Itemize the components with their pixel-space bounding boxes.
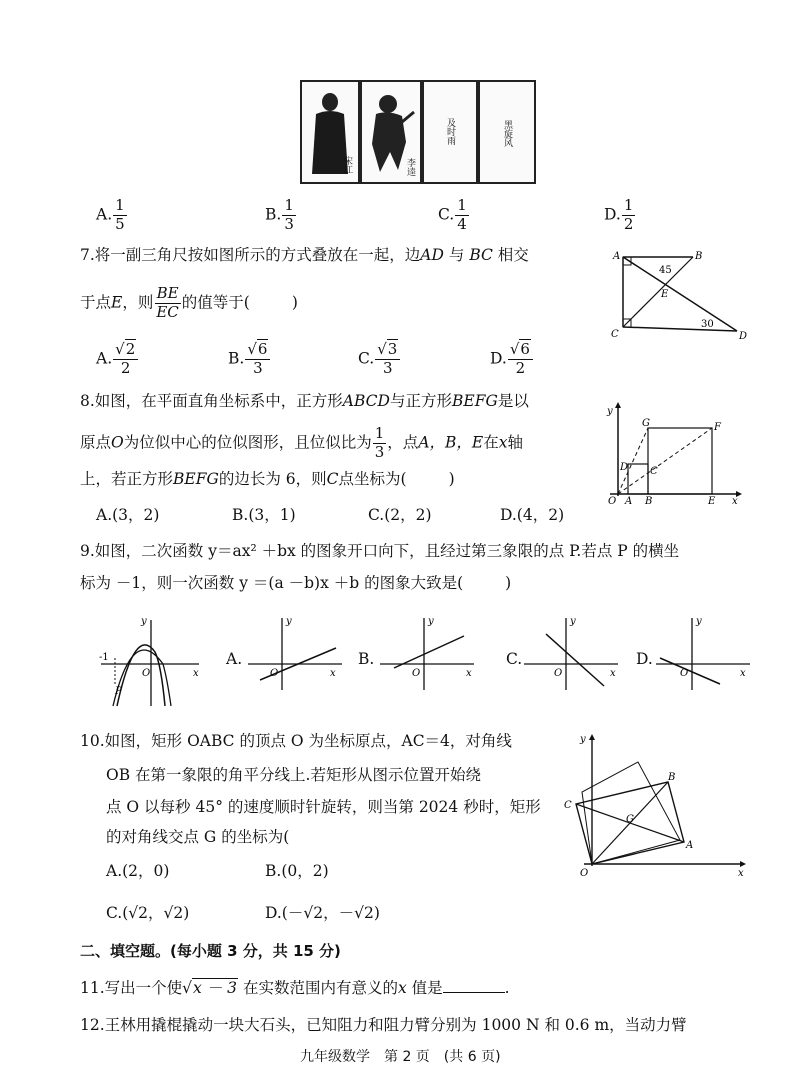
option-letter: C. bbox=[358, 349, 375, 368]
text: 于点 bbox=[80, 293, 112, 312]
text: . bbox=[504, 979, 510, 997]
text: ) bbox=[448, 470, 455, 488]
text: 上，若正方形 bbox=[80, 470, 174, 488]
q8-squares-figure bbox=[600, 400, 750, 504]
angle-45: 45 bbox=[659, 265, 672, 276]
text: ，点 bbox=[387, 433, 419, 452]
card-jishiyu bbox=[422, 80, 478, 184]
q9-option-a-figure[interactable] bbox=[246, 612, 346, 692]
label-g: G bbox=[626, 814, 634, 825]
q12-line: 12.王林用撬棍撬动一块大石头，已知阻力和阻力臂分别为 1000 N 和 0.6 m，当动力臂 bbox=[80, 1016, 687, 1034]
q7-line2 bbox=[80, 286, 298, 321]
q10-rectangle-figure bbox=[560, 730, 750, 880]
label-a: A bbox=[613, 251, 621, 262]
text: 与正方形 bbox=[389, 392, 452, 410]
angle-30: 30 bbox=[701, 319, 714, 330]
q10-line4 bbox=[106, 830, 289, 846]
frac-den: 3 bbox=[253, 358, 263, 377]
frac-den: 3 bbox=[383, 358, 393, 377]
q8-line1 bbox=[80, 394, 529, 410]
radicand: 2 bbox=[125, 340, 136, 358]
option-letter: B. bbox=[228, 349, 245, 368]
label-b: B bbox=[695, 251, 703, 262]
label-a: A bbox=[625, 496, 633, 504]
option-letter: B. bbox=[265, 205, 282, 224]
frac-den: 2 bbox=[515, 358, 526, 377]
radicand: x － 3 bbox=[193, 979, 238, 997]
text: 与 bbox=[448, 246, 465, 264]
text: ) bbox=[291, 293, 298, 312]
label-b: B bbox=[668, 772, 676, 783]
q8-option-c[interactable]: C.(2，2) bbox=[368, 506, 432, 524]
radicand: 3 bbox=[387, 340, 398, 358]
q6-option-b[interactable] bbox=[265, 198, 297, 233]
q10-option-d[interactable]: D.(－√2，－√2) bbox=[265, 904, 380, 922]
q8-option-b[interactable]: B.(3，1) bbox=[232, 506, 296, 524]
card-likui bbox=[360, 80, 422, 184]
text: O bbox=[111, 433, 124, 452]
q11-line: 11.写出一个使√x － 3 在实数范围内有意义的x 值是 . bbox=[80, 979, 510, 997]
text: C bbox=[326, 470, 339, 488]
text: 在实数范围内有意义的 bbox=[242, 979, 398, 997]
frac-num: 1 bbox=[457, 196, 467, 214]
label-neg-one: -1 bbox=[99, 652, 109, 663]
q7-line1 bbox=[80, 248, 529, 264]
option-letter: D. bbox=[604, 205, 621, 224]
label-x: x bbox=[610, 668, 616, 679]
text: 标为 －1，则一次函数 y ＝(a －b)x ＋b 的图象大致是( bbox=[80, 574, 464, 592]
label-d: D bbox=[739, 331, 748, 342]
card-songjiang bbox=[300, 80, 360, 184]
label-y: y bbox=[428, 616, 434, 627]
frac-den: EC bbox=[156, 302, 179, 321]
label-x: x bbox=[193, 668, 199, 679]
text: 11.写出一个使 bbox=[80, 979, 183, 997]
option-letter: D. bbox=[490, 349, 507, 368]
label-y: y bbox=[570, 616, 576, 627]
q6-option-d[interactable] bbox=[604, 198, 636, 233]
text: BEFG bbox=[451, 392, 498, 410]
q9-option-d-letter[interactable]: D. bbox=[636, 650, 653, 668]
section-fill-in-title: 二、填空题。(每小题 3 分，共 15 分) bbox=[80, 942, 341, 960]
label-p: P bbox=[115, 686, 122, 697]
text: BC bbox=[469, 246, 493, 264]
frac-den: 3 bbox=[374, 442, 385, 461]
frac-num: BE bbox=[156, 284, 179, 302]
frac-num: 1 bbox=[374, 424, 385, 442]
q10-line2: OB 在第一象限的角平分线上.若矩形从图示位置开始绕 bbox=[106, 766, 481, 784]
frac-den: 2 bbox=[623, 214, 634, 233]
text: ABCD bbox=[342, 392, 390, 410]
option-letter: C. bbox=[438, 205, 455, 224]
q10-option-b[interactable]: B.(0，2) bbox=[265, 862, 329, 880]
label-x: x bbox=[330, 668, 336, 679]
label-b: B bbox=[645, 496, 653, 504]
frac-den: 4 bbox=[457, 214, 467, 233]
card-label: 及时雨 bbox=[445, 118, 455, 145]
text: 7.将一副三角尺按如图所示的方式叠放在一起，边 bbox=[80, 246, 421, 264]
label-o: O bbox=[680, 668, 689, 679]
label-c: C bbox=[650, 466, 658, 477]
label-e: E bbox=[661, 289, 669, 300]
q9-option-d-figure[interactable] bbox=[654, 612, 754, 692]
label-x: x bbox=[740, 668, 746, 679]
q7-option-b[interactable]: B. $\frac{√6}{3}$ bbox=[228, 342, 271, 377]
text: A，B，E bbox=[418, 433, 484, 452]
q9-option-c-letter[interactable]: C. bbox=[506, 650, 523, 668]
q10-line1: 10.如图，矩形 OABC 的顶点 O 为坐标原点，AC＝4，对角线 bbox=[80, 732, 512, 750]
text: E bbox=[111, 293, 123, 312]
text: 为位似中心的位似图形，且位似比为 bbox=[123, 433, 372, 452]
frac-num: 1 bbox=[284, 196, 294, 214]
label-d: D bbox=[620, 462, 629, 473]
text: 的对角线交点 G 的坐标为( bbox=[106, 828, 290, 846]
card-label: 宋江 bbox=[342, 156, 352, 174]
q8-line3 bbox=[80, 472, 455, 488]
label-o: O bbox=[412, 668, 421, 679]
q9-option-a-letter[interactable]: A. bbox=[226, 650, 243, 668]
text: AD bbox=[420, 246, 444, 264]
label-o: O bbox=[270, 668, 279, 679]
card-label: 黑旋风 bbox=[502, 120, 512, 147]
card-heixuanfeng bbox=[478, 80, 536, 184]
q8-line2 bbox=[80, 426, 523, 461]
label-x: x bbox=[738, 868, 744, 879]
frac-den: 3 bbox=[284, 214, 294, 233]
label-x: x bbox=[732, 496, 738, 504]
text: BEFG bbox=[173, 470, 219, 488]
q8-option-a[interactable]: A.(3，2) bbox=[96, 506, 160, 524]
text: 的值等于( bbox=[181, 293, 250, 312]
text: 点坐标为( bbox=[338, 470, 407, 488]
label-o: O bbox=[554, 668, 563, 679]
text: 8.如图，在平面直角坐标系中，正方形 bbox=[80, 392, 343, 410]
frac-num: 1 bbox=[115, 196, 125, 214]
option-letter: A. bbox=[96, 205, 113, 224]
q8-option-d[interactable]: D.(4，2) bbox=[500, 506, 565, 524]
q10-line3: 点 O 以每秒 45° 的速度顺时针旋转，则当第 2024 秒时，矩形 bbox=[106, 798, 541, 816]
label-o: O bbox=[142, 668, 151, 679]
label-o: O bbox=[580, 868, 589, 879]
text: 的边长为 6，则 bbox=[218, 470, 327, 488]
q9-parabola-figure bbox=[95, 612, 205, 708]
label-c: C bbox=[564, 800, 572, 811]
q9-option-b-figure[interactable] bbox=[378, 612, 478, 692]
q9-line1: 9.如图，二次函数 y＝ax² ＋bx 的图象开口向下，且经过第三象限的点 P.若点 P 的横坐 bbox=[80, 542, 680, 560]
text: ，则 bbox=[122, 293, 154, 312]
label-x: x bbox=[466, 668, 472, 679]
label-y: y bbox=[141, 616, 147, 627]
text: ) bbox=[505, 574, 512, 592]
option-letter: A. bbox=[96, 349, 113, 368]
text: 是以 bbox=[497, 392, 529, 410]
text: x bbox=[498, 433, 508, 452]
label-y: y bbox=[286, 616, 292, 627]
label-y: y bbox=[607, 406, 613, 417]
text: 轴 bbox=[507, 433, 523, 452]
q10-option-a[interactable]: A.(2，0) bbox=[106, 862, 170, 880]
label-c: C bbox=[611, 329, 619, 340]
text: x bbox=[397, 979, 407, 997]
label-o: O bbox=[608, 496, 617, 504]
label-e: E bbox=[708, 496, 716, 504]
q7-option-d[interactable]: D. $\frac{√6}{2}$ bbox=[490, 342, 534, 377]
label-y: y bbox=[696, 616, 702, 627]
q9-line2 bbox=[80, 576, 511, 592]
frac-den: 2 bbox=[120, 358, 131, 377]
label-g: G bbox=[642, 418, 650, 429]
q9-option-c-figure[interactable] bbox=[522, 612, 622, 692]
text: 原点 bbox=[80, 433, 112, 452]
q10-option-c[interactable]: C.(√2，√2) bbox=[106, 904, 190, 922]
label-a: A bbox=[686, 840, 694, 851]
answer-blank[interactable] bbox=[443, 980, 505, 993]
page-footer: 九年级数学 第 2 页 (共 6 页) bbox=[300, 1049, 501, 1065]
text: 在 bbox=[483, 433, 499, 452]
radicand: 6 bbox=[257, 340, 268, 358]
q7-option-a[interactable]: A. $\frac{√2}{2}$ bbox=[96, 342, 139, 377]
frac-num: 1 bbox=[623, 196, 634, 214]
text: 值是 bbox=[411, 979, 443, 997]
q6-option-a[interactable] bbox=[96, 198, 128, 233]
q9-option-b-letter[interactable]: B. bbox=[358, 650, 375, 668]
q7-option-c[interactable]: C. $\frac{√3}{3}$ bbox=[358, 342, 401, 377]
label-f: F bbox=[714, 422, 721, 433]
q7-triangles-figure bbox=[605, 245, 755, 345]
radicand: 6 bbox=[520, 340, 530, 358]
text: 相交 bbox=[497, 246, 529, 264]
q6-option-c[interactable] bbox=[438, 198, 470, 233]
frac-den: 5 bbox=[115, 214, 125, 233]
label-y: y bbox=[580, 734, 586, 745]
card-label: 李逵 bbox=[405, 158, 415, 176]
